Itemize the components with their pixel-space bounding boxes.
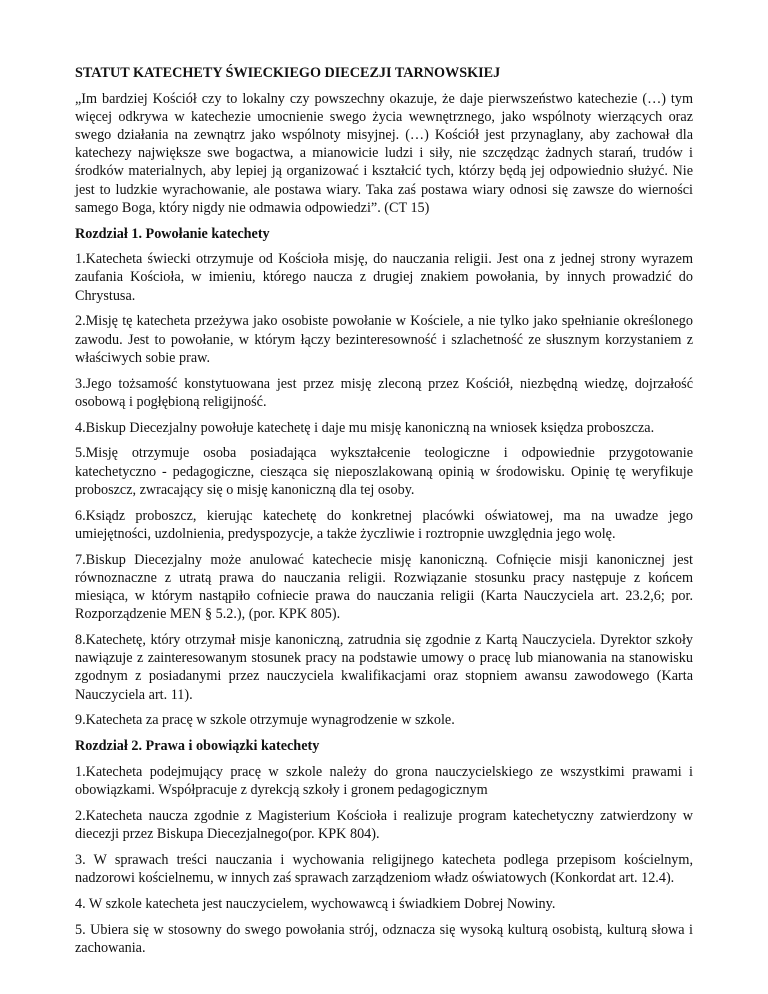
paragraph: 2.Katecheta naucza zgodnie z Magisterium Kościoła i realizuje program katechetyczny zatwierdzony w diecezji przez Biskupa Diecezjalnego(por. KPK 804). [75,807,693,843]
paragraph: 4.Biskup Diecezjalny powołuje katechetę i daje mu misję kanoniczną na wniosek księdza proboszcza. [75,419,655,436]
paragraph: 2.Misję tę katecheta przeżywa jako osobiste powołanie w Kościele, a nie tylko jako spełnianie określonego zawodu. Jest to powołanie, w którym łączy bezinteresowność i szlachetność ze słusznym korzystaniem z właściwych sobie praw. [75,313,693,366]
paragraph: 6.Ksiądz proboszcz, kierując katechetę do konkretnej placówki oświatowej, ma na uwadze jego umiejętności, uzdolnienia, predyspozycje, a także życzliwie i roztropnie uwzględnia jego wolę. [75,507,693,542]
paragraph: 1.Katecheta podejmujący pracę w szkole należy do grona nauczycielskiego ze wszystkimi prawami i obowiązkami. Współpracuje z dyrekcją szkoły i gronem pedagogicznym [75,763,693,799]
paragraph: 8.Katechetę, który otrzymał misje kanoniczną, zatrudnia się zgodnie z Kartą Nauczyciela. Dyrektor szkoły nawiązuje z zainteresowanym stosunek pracy na podstawie umowy o pracę lub mianowania na stanowisku zgodnym z posiadanymi przez nauczyciela kwalifikacjami oraz stopniem awansu zawodowego (Karta Nauczyciela art. 11). [75,632,693,703]
paragraph: 3.Jego tożsamość konstytuowana jest przez misję zleconą przez Kościół, niezbędną wiedzę, dojrzałość osobową i pogłębioną religijność. [75,375,693,410]
paragraph: 1.Katecheta świecki otrzymuje od Kościoła misję, do nauczania religii. Jest ona z jednej strony wyrazem zaufania Kościoła, w imieniu, którego naucza z drugiej znakiem powołania, by innych prowadzić do Chrystusa. [75,251,693,304]
document-page [75,64,693,965]
paragraph: 3. W sprawach treści nauczania i wychowania religijnego katecheta podlega przepisom kościelnym, nadzorowi kościelnemu, w innych zaś sprawach zarządzeniom władz oświatowych (Konkordat art. 12.4). [75,851,693,887]
paragraph: 5. Ubiera się w stosowny do swego powołania strój, odznacza się wysoką kulturą osobistą, kulturą słowa i zachowania. [75,921,693,956]
paragraph: 4. W szkole katecheta jest nauczycielem, wychowawcą i świadkiem Dobrej Nowiny. [75,895,556,912]
paragraph: 7.Biskup Diecezjalny może anulować katechecie misję kanoniczną. Cofnięcie misji kanonicznej jest równoznaczne z utratą prawa do nauczania religii. Rozwiązanie stosunku pracy następuje z końcem miesiąca, w którym nastąpiło cofniecie prawa do nauczania religii (Karta Nauczyciela art. 23.2,6; por. Rozporządzenie MEN § 5.2.), (por. KPK 805). [75,551,693,623]
paragraph: 5.Misję otrzymuje osoba posiadająca wykształcenie teologiczne i odpowiednie przygotowanie katechetyczno - pedagogiczne, ciesząca się nieposzlakowaną opinią w środowisku. Opinię tę weryfikuje proboszcz, zwracający się o misję kanoniczną dla tej osoby. [75,445,693,498]
opening-quote: „Im bardziej Kościół czy to lokalny czy powszechny okazuje, że daje pierwszeństwo katechezie (…) tym więcej odkrywa w katechezie umocnienie swego życia wewnętrznego, jako wspólnoty wierzących oraz swego działania na zewnątrz jako wspólnoty misyjnej. (…) Kościół jest przynaglany, aby zachował dla katechezy największe swe bogactwa, a mianowicie ludzi i siły, nie szczędząc żadnych starań, trudów i środków materialnych, aby lepiej ją organizować i kształcić tych, którzy będą jej odpowiednio służyć. Nie jest to ludzkie wyrachowanie, ale postawa wiary. Taka zaś postawa wiary odnosi się zawsze do wierności samego Boga, który nigdy nie odmawia odpowiedzi”. (CT 15) [75,90,693,216]
paragraph: 9.Katecheta za pracę w szkole otrzymuje wynagrodzenie w szkole. [75,712,455,729]
section-heading-1: Rozdział 1. Powołanie katechety [75,225,270,242]
document-title: STATUT KATECHETY ŚWIECKIEGO DIECEZJI TARNOWSKIEJ [75,65,501,81]
section-heading-2: Rozdział 2. Prawa i obowiązki katechety [75,738,320,755]
